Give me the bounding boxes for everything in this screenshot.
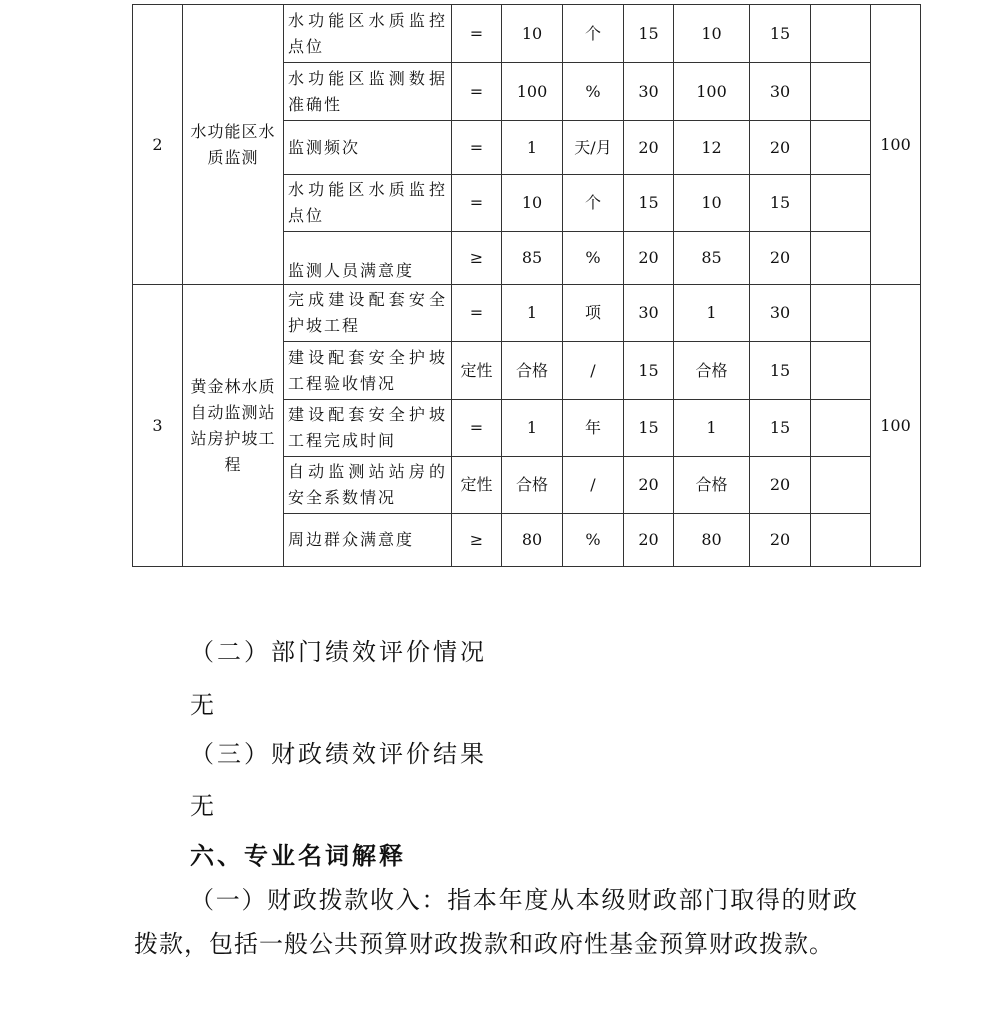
- project-name-cell: 水功能区水质监测: [183, 5, 284, 285]
- term-label: （一）财政拨款收入：: [190, 886, 448, 914]
- op-cell: ≥: [452, 232, 502, 285]
- target-cell: 合格: [502, 457, 563, 514]
- indicator-cell: 水功能区水质监控点位: [284, 5, 452, 63]
- actual-cell: 85: [674, 232, 750, 285]
- indicator-cell: 水功能区监测数据准确性: [284, 63, 452, 121]
- target-cell: 85: [502, 232, 563, 285]
- unit-cell: /: [563, 457, 624, 514]
- op-cell: ≥: [452, 514, 502, 567]
- target-cell: 合格: [502, 342, 563, 400]
- weight-cell: 30: [624, 285, 674, 342]
- performance-table: [132, 4, 921, 567]
- unit-cell: %: [563, 232, 624, 285]
- remark-cell: [811, 232, 871, 285]
- weight-cell: 15: [624, 400, 674, 457]
- score-cell: 30: [750, 285, 811, 342]
- unit-cell: 天/月: [563, 121, 624, 175]
- score-cell: 20: [750, 514, 811, 567]
- remark-cell: [811, 121, 871, 175]
- remark-cell: [811, 514, 871, 567]
- remark-cell: [811, 457, 871, 514]
- unit-cell: 个: [563, 175, 624, 232]
- remark-cell: [811, 5, 871, 63]
- score-cell: 15: [750, 175, 811, 232]
- dept-evaluation-text: 无: [190, 691, 217, 719]
- indicator-cell: 建设配套安全护坡工程完成时间: [284, 400, 452, 457]
- heading-dept-evaluation: （二）部门绩效评价情况: [190, 638, 487, 666]
- indicator-cell: 监测频次: [284, 121, 452, 175]
- term-definition-paragraph: [134, 878, 858, 966]
- weight-cell: 15: [624, 342, 674, 400]
- actual-cell: 1: [674, 285, 750, 342]
- score-cell: 20: [750, 121, 811, 175]
- op-cell: =: [452, 400, 502, 457]
- unit-cell: /: [563, 342, 624, 400]
- project-total-cell: 100: [871, 285, 921, 567]
- unit-cell: 年: [563, 400, 624, 457]
- remark-cell: [811, 342, 871, 400]
- unit-cell: 项: [563, 285, 624, 342]
- score-cell: 15: [750, 5, 811, 63]
- project-number-cell: 2: [133, 5, 183, 285]
- target-cell: 1: [502, 285, 563, 342]
- target-cell: 80: [502, 514, 563, 567]
- op-cell: =: [452, 5, 502, 63]
- project-number-cell: 3: [133, 285, 183, 567]
- weight-cell: 15: [624, 175, 674, 232]
- actual-cell: 合格: [674, 342, 750, 400]
- actual-cell: 10: [674, 5, 750, 63]
- remark-cell: [811, 285, 871, 342]
- op-cell: 定性: [452, 457, 502, 514]
- indicator-cell: 建设配套安全护坡工程验收情况: [284, 342, 452, 400]
- weight-cell: 20: [624, 121, 674, 175]
- target-cell: 10: [502, 5, 563, 63]
- remark-cell: [811, 63, 871, 121]
- indicator-cell: 周边群众满意度: [284, 514, 452, 567]
- remark-cell: [811, 400, 871, 457]
- score-cell: 30: [750, 63, 811, 121]
- weight-cell: 30: [624, 63, 674, 121]
- project-name-cell: 黄金林水质自动监测站站房护坡工程: [183, 285, 284, 567]
- target-cell: 10: [502, 175, 563, 232]
- score-cell: 15: [750, 400, 811, 457]
- project-total-cell: 100: [871, 5, 921, 285]
- actual-cell: 100: [674, 63, 750, 121]
- weight-cell: 20: [624, 457, 674, 514]
- op-cell: =: [452, 63, 502, 121]
- weight-cell: 20: [624, 232, 674, 285]
- target-cell: 1: [502, 121, 563, 175]
- weight-cell: 15: [624, 5, 674, 63]
- op-cell: =: [452, 285, 502, 342]
- actual-cell: 10: [674, 175, 750, 232]
- target-cell: 1: [502, 400, 563, 457]
- term-text: 指本年度从本级财政部门取得的财政拨款，包括一般公共预算财政拨款和政府性基金预算财政拨款。: [134, 886, 859, 958]
- op-cell: 定性: [452, 342, 502, 400]
- heading-finance-evaluation: （三）财政绩效评价结果: [190, 740, 487, 768]
- table-row: [133, 5, 921, 63]
- remark-cell: [811, 175, 871, 232]
- score-cell: 15: [750, 342, 811, 400]
- indicator-cell: 水功能区水质监控点位: [284, 175, 452, 232]
- score-cell: 20: [750, 232, 811, 285]
- indicator-cell: 自动监测站站房的安全系数情况: [284, 457, 452, 514]
- finance-evaluation-text: 无: [190, 792, 217, 820]
- unit-cell: 个: [563, 5, 624, 63]
- indicator-cell: 完成建设配套安全护坡工程: [284, 285, 452, 342]
- op-cell: =: [452, 121, 502, 175]
- target-cell: 100: [502, 63, 563, 121]
- indicator-cell: 监测人员满意度: [284, 232, 452, 285]
- weight-cell: 20: [624, 514, 674, 567]
- section-six-title: 六、专业名词解释: [190, 841, 406, 870]
- actual-cell: 合格: [674, 457, 750, 514]
- score-cell: 20: [750, 457, 811, 514]
- unit-cell: %: [563, 63, 624, 121]
- op-cell: =: [452, 175, 502, 232]
- actual-cell: 12: [674, 121, 750, 175]
- actual-cell: 80: [674, 514, 750, 567]
- table-row: [133, 285, 921, 342]
- actual-cell: 1: [674, 400, 750, 457]
- unit-cell: %: [563, 514, 624, 567]
